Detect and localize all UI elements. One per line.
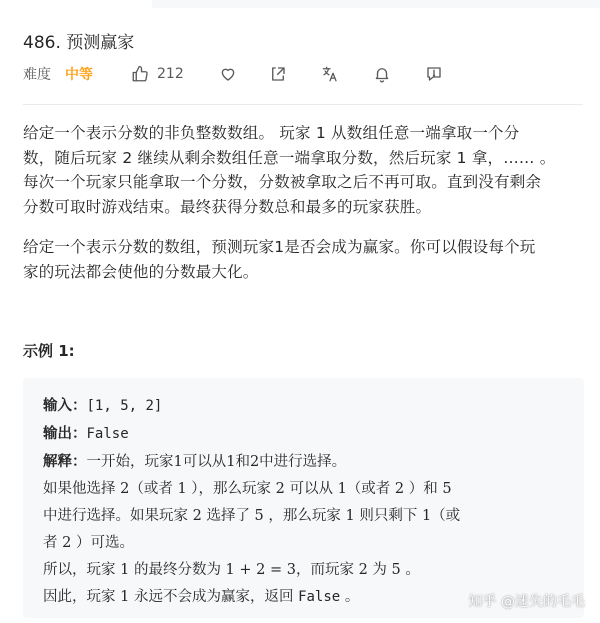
example-input-line bbox=[43, 392, 460, 420]
top-strip-shade bbox=[152, 0, 600, 8]
problem-meta-row bbox=[23, 62, 583, 86]
bell-icon bbox=[373, 65, 391, 83]
input-label: 输入： bbox=[43, 397, 87, 414]
watermark: 知乎 @迷失的毛毛 bbox=[468, 594, 585, 610]
explain-text: 一开始，玩家1可以从1和2中进行选择。 bbox=[86, 454, 347, 470]
translate-button[interactable] bbox=[320, 64, 340, 84]
example-line-suffix: 。 bbox=[340, 589, 360, 605]
example-explain-line bbox=[43, 448, 460, 476]
output-label: 输出： bbox=[43, 425, 87, 442]
description-line: 数，随后玩家 2 继续从剩余数组任意一端拿取分数，然后玩家 1 拿，…… 。 bbox=[23, 148, 556, 167]
example-line: 者 2 ）可选。 bbox=[43, 535, 134, 551]
heart-icon bbox=[219, 65, 237, 83]
example-title: 示例 1: bbox=[23, 342, 75, 360]
input-value: [1, 5, 2] bbox=[86, 398, 163, 414]
difficulty-label: 难度 bbox=[23, 67, 51, 83]
translate-icon bbox=[321, 65, 339, 83]
example-line bbox=[43, 584, 460, 611]
thumbs-up-icon bbox=[131, 65, 149, 83]
header-divider bbox=[23, 104, 583, 105]
description-line: 家的玩法都会使他的分数最大化。 bbox=[23, 262, 259, 281]
share-icon bbox=[269, 65, 287, 83]
difficulty-badge: 中等 bbox=[65, 67, 93, 83]
favorite-button[interactable] bbox=[218, 64, 238, 84]
notify-button[interactable] bbox=[372, 64, 392, 84]
feedback-icon bbox=[425, 65, 443, 83]
example-output-line bbox=[43, 420, 460, 448]
share-button[interactable] bbox=[268, 64, 288, 84]
example-line-prefix: 因此，玩家 1 永远不会成为赢家，返回 bbox=[43, 589, 299, 605]
output-value: False bbox=[86, 426, 129, 442]
example-code-block bbox=[23, 378, 584, 618]
description-line: 每次一个玩家只能拿取一个分数，分数被拿取之后不再可取。直到没有剩余 bbox=[23, 173, 542, 191]
example-line: 如果他选择 2（或者 1 ），那么玩家 2 可以从 1（或者 2 ）和 5 bbox=[43, 481, 452, 497]
description-paragraph-2 bbox=[23, 235, 583, 284]
like-count: 212 bbox=[157, 66, 184, 82]
example-code-lines bbox=[43, 392, 460, 611]
like-button[interactable] bbox=[131, 62, 184, 86]
example-line-value: False bbox=[298, 589, 341, 605]
explain-label: 解释： bbox=[43, 453, 87, 470]
problem-title: 486. 预测赢家 bbox=[23, 33, 135, 53]
example-line: 所以，玩家 1 的最终分数为 1 + 2 = 3，而玩家 2 为 5 。 bbox=[43, 562, 420, 578]
example-line: 中进行选择。如果玩家 2 选择了 5 ，那么玩家 1 则只剩下 1（或 bbox=[43, 508, 461, 524]
feedback-button[interactable] bbox=[424, 64, 444, 84]
description-line: 给定一个表示分数的数组，预测玩家1是否会成为赢家。你可以假设每个玩 bbox=[23, 238, 536, 256]
description-paragraph-1 bbox=[23, 121, 583, 219]
description-line: 分数可取时游戏结束。最终获得分数总和最多的玩家获胜。 bbox=[23, 197, 432, 216]
top-strip bbox=[0, 0, 600, 8]
description-line: 给定一个表示分数的非负整数数组。 玩家 1 从数组任意一端拿取一个分 bbox=[23, 124, 520, 142]
